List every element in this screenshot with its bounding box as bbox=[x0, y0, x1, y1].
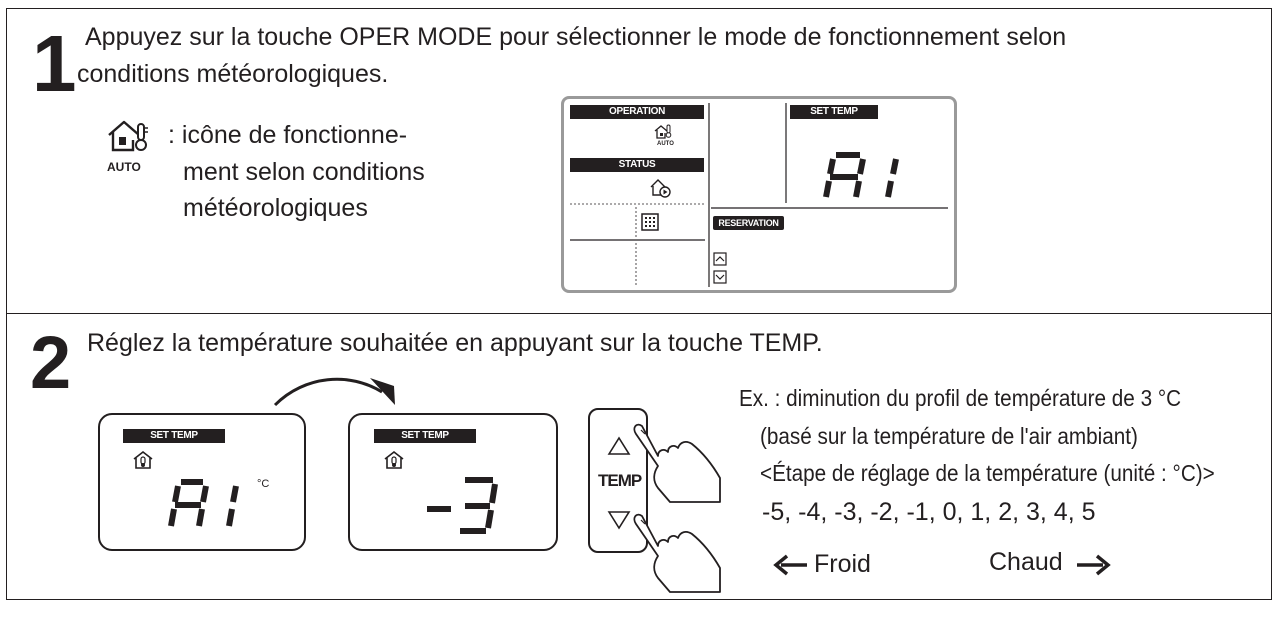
auto-desc-line3: météorologiques bbox=[183, 194, 368, 222]
cold-label: Froid bbox=[814, 550, 871, 578]
step-1-text-line1: Appuyez sur la touche OPER MODE pour sélectionner le mode de fonctionnement selon bbox=[85, 23, 1067, 51]
step-1-text-line2: conditions météorologiques. bbox=[77, 60, 389, 88]
step-2-text: Réglez la température souhaitée en appuyant sur la touche TEMP. bbox=[87, 329, 823, 357]
example-steps-line: -5, -4, -3, -2, -1, 0, 1, 2, 3, 4, 5 bbox=[762, 498, 1096, 526]
example-line2: (basé sur la température de l'air ambiant) bbox=[760, 423, 1138, 449]
lcd-after-label: SET TEMP bbox=[374, 429, 476, 443]
auto-icon-label: AUTO bbox=[107, 160, 141, 174]
status-label: STATUS bbox=[570, 158, 704, 172]
finger-press-up-icon bbox=[628, 418, 728, 508]
temp-button-label: TEMP bbox=[598, 471, 642, 490]
right-arrow-icon bbox=[1075, 553, 1111, 577]
example-line3: <Étape de réglage de la température (unité : °C)> bbox=[760, 460, 1215, 486]
auto-small-label: AUTO bbox=[657, 141, 674, 147]
auto-desc-line2: ment selon conditions bbox=[183, 158, 425, 186]
reservation-label: RESERVATION bbox=[713, 216, 784, 230]
step-1-number: 1 bbox=[32, 19, 77, 108]
step-2-number: 2 bbox=[30, 321, 72, 404]
lcd-before-label: SET TEMP bbox=[123, 429, 225, 443]
warm-label: Chaud bbox=[989, 548, 1063, 576]
example-line1: Ex. : diminution du profil de température de 3 °C bbox=[739, 385, 1182, 411]
left-arrow-icon bbox=[773, 553, 809, 577]
finger-press-down-icon bbox=[628, 508, 728, 598]
set-temp-label: SET TEMP bbox=[790, 105, 878, 119]
operation-label: OPERATION bbox=[570, 105, 704, 119]
lcd-before-unit: °C bbox=[257, 478, 270, 490]
auto-desc-line1: : icône de fonctionne- bbox=[168, 121, 408, 149]
